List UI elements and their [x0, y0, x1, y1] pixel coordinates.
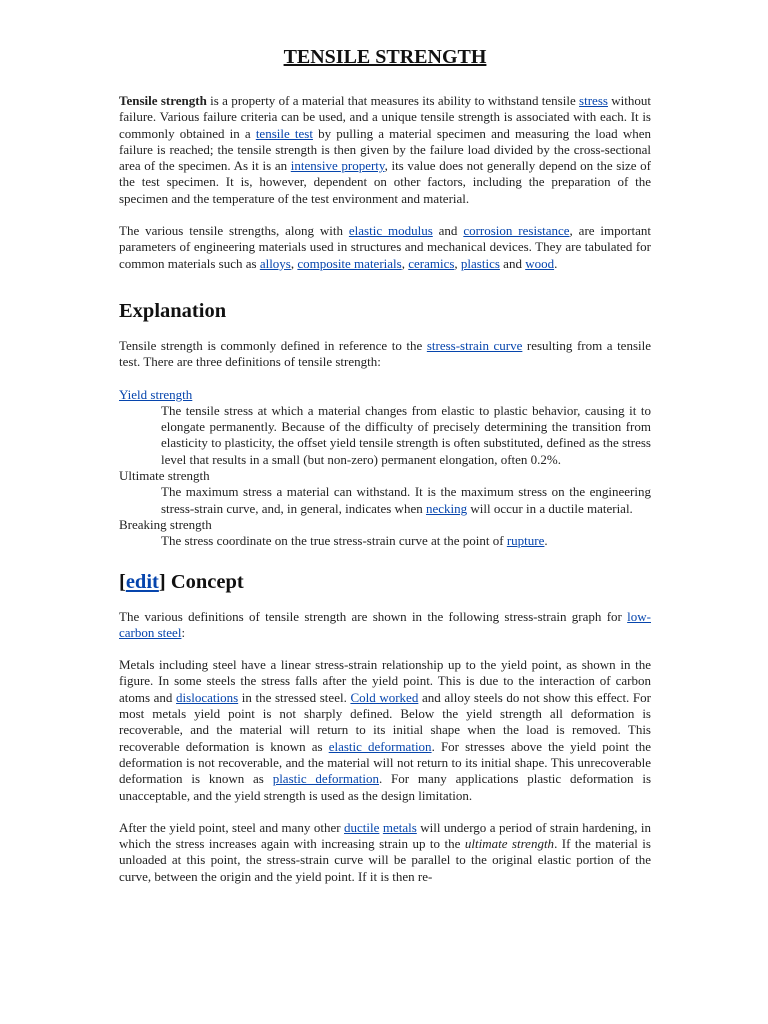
- text-span: and alloy steels do not show this effect. For most metals yield point is not sharply defined. Below the yield strength all deformation is recoverable, and the material will return to its initial shape when the load is removed. This recoverable deformation is known as: [119, 689, 651, 754]
- link-plastics[interactable]: plastics: [460, 255, 500, 271]
- text-span: . For stresses above the yield point the deformation is not recoverable, and the material will not return to its initial shape. This unrecoverable deformation is known as: [119, 738, 651, 787]
- link-stress[interactable]: stress: [579, 93, 608, 108]
- definition-term-yield: [119, 387, 651, 403]
- text-span: Tensile strength is commonly defined in reference to the: [119, 337, 427, 353]
- text-span: will occur in a ductile material.: [467, 500, 633, 516]
- explanation-heading: Explanation: [119, 299, 227, 322]
- link-alloys[interactable]: alloys: [259, 255, 291, 271]
- link-ductile[interactable]: ductile: [344, 819, 380, 835]
- text-span: without failure. Various failure criteria can be used, and a unique tensile strength is associated with each. It is commonly obtained in a: [119, 93, 651, 141]
- bracket-close: ]: [158, 570, 166, 593]
- concept-heading: [119, 569, 651, 595]
- text-span: The stress coordinate on the true stress-strain curve at the point of: [161, 533, 507, 549]
- text-span: After the yield point, steel and many other: [119, 819, 345, 835]
- link-dislocations[interactable]: dislocations: [176, 689, 239, 705]
- concept-paragraph-2: [119, 657, 651, 804]
- text-span: . If the material is unloaded at this point, the stress-strain curve will be parallel to the original elastic portion of the curve, between the origin and the yield point. If it is then re-: [119, 836, 651, 884]
- definition-term-breaking: Breaking strength: [119, 516, 212, 532]
- text-span: and: [432, 223, 464, 239]
- link-elastic-deformation[interactable]: elastic deformation: [328, 738, 432, 754]
- link-intensive-property[interactable]: intensive property: [290, 158, 385, 174]
- link-tensile-test[interactable]: tensile test: [255, 125, 313, 141]
- text-span: ,: [290, 255, 298, 271]
- page-title: TENSILE STRENGTH: [283, 46, 487, 68]
- concept-paragraph-1: [119, 609, 651, 642]
- link-ceramics[interactable]: ceramics: [408, 255, 455, 271]
- text-span: ,: [454, 255, 461, 271]
- edit-link[interactable]: edit: [125, 570, 159, 593]
- text-span: :: [181, 624, 186, 640]
- link-corrosion-resistance[interactable]: corrosion resistance: [463, 223, 570, 239]
- intro-paragraph-2: [119, 223, 651, 272]
- definition-term-ultimate: Ultimate strength: [119, 468, 210, 484]
- document-page: [119, 40, 651, 885]
- text-span: ,: [401, 255, 409, 271]
- text-span: is a property of a material that measures its ability to withstand tensile: [206, 93, 580, 108]
- italic-term: ultimate strength: [464, 836, 555, 852]
- link-rupture[interactable]: rupture: [506, 533, 545, 549]
- bracket-open: [: [119, 570, 126, 593]
- link-composite-materials[interactable]: composite materials: [297, 255, 402, 271]
- definition-yield: The tensile stress at which a material changes from elastic to plastic behavior, causing it to elongate permanently. Because of the difficulty of precisely determining the transition from elasticity to plasticity, the offset yield tensile strength is often substituted, defined as the stress level that results in a small (but non-zero) permanent elongation, often 0.2%.: [161, 402, 651, 467]
- link-necking[interactable]: necking: [425, 500, 468, 516]
- text-span: The various definitions of tensile strength are shown in the following stress-strain graph for: [119, 608, 628, 624]
- text-span: Metals including steel have a linear stress-strain relationship up to the yield point, as shown in the figure. In some steels the stress falls after the yield point. This is due to the interaction of carbon atoms and: [119, 657, 651, 705]
- link-low-carbon-steel[interactable]: low-carbon steel: [119, 608, 651, 640]
- text-span: in the stressed steel.: [238, 689, 351, 705]
- text-span: The maximum stress a material can withstand. It is the maximum stress on the engineering stress-strain curve, and, in general, indicates when: [161, 484, 651, 516]
- text-span: will undergo a period of strain hardening, in which the stress increases again with increasing strain up to the: [119, 819, 652, 852]
- text-span: and: [499, 255, 526, 271]
- text-span: by pulling a material specimen and measuring the load when failure is reached; the tensile strength is then given by the failure load divided by the cross-sectional area of the specimen. As it is an: [119, 125, 651, 174]
- text-span: .: [544, 533, 548, 549]
- definition-list: [119, 387, 651, 550]
- text-span: resulting from a tensile test. There are three definitions of tensile strength:: [119, 337, 652, 370]
- definition-breaking: [161, 533, 651, 549]
- explanation-paragraph: [119, 338, 651, 371]
- concept-heading-text: Concept: [165, 570, 244, 593]
- link-metals[interactable]: metals: [382, 819, 417, 835]
- link-plastic-deformation[interactable]: plastic deformation: [272, 771, 379, 787]
- concept-paragraph-3: [119, 820, 651, 885]
- link-cold-worked[interactable]: Cold worked: [350, 689, 419, 705]
- text-span: . For many applications plastic deformation is unacceptable, and the yield strength is used as the design limitation.: [119, 771, 652, 803]
- text-span: , its value does not generally depend on the size of the test specimen. It is, however, dependent on other factors, including the preparation of the specimen and the temperature of the test environment and material.: [119, 158, 651, 206]
- bold-term: Tensile strength: [119, 93, 207, 108]
- link-wood[interactable]: wood: [525, 255, 555, 271]
- text-span: , are important parameters of engineering materials used in structures and mechanical devices. They are tabulated for common materials such as: [119, 223, 651, 271]
- text-span: The various tensile strengths, along with: [119, 223, 349, 239]
- link-stress-strain-curve[interactable]: stress-strain curve: [426, 337, 523, 353]
- definition-ultimate: [161, 484, 651, 517]
- link-yield-strength[interactable]: Yield strength: [119, 386, 193, 402]
- link-elastic-modulus[interactable]: elastic modulus: [348, 223, 433, 239]
- intro-paragraph-1: [119, 93, 651, 207]
- text-span: .: [554, 255, 558, 271]
